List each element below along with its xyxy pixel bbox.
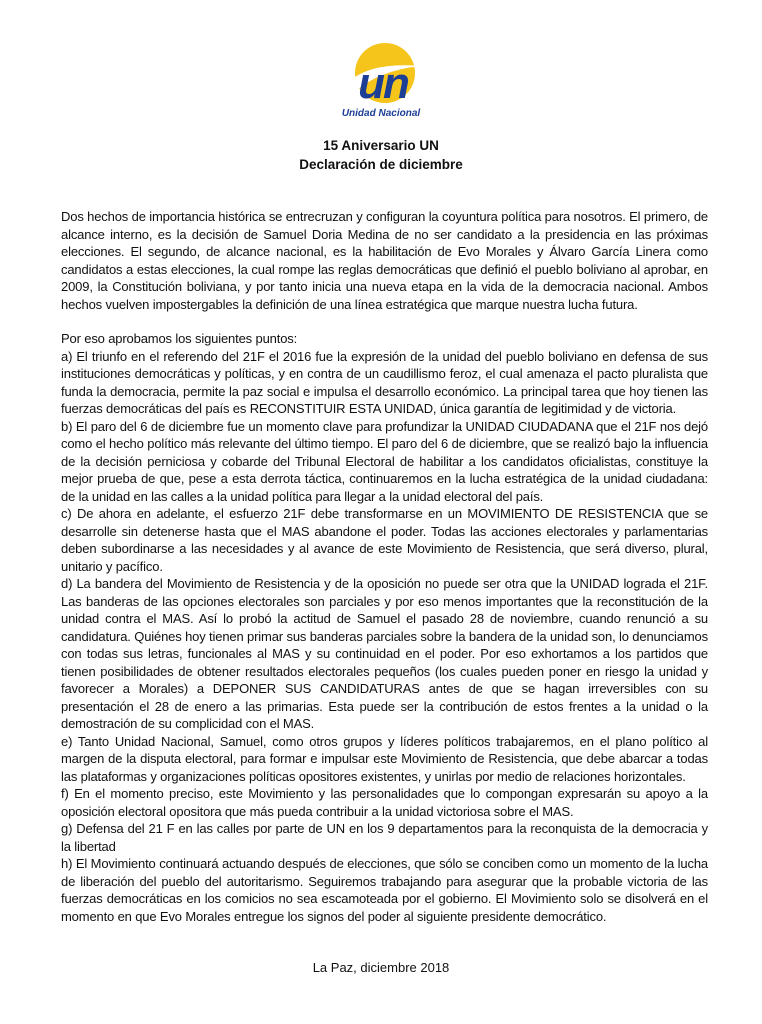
document-title: 15 Aniversario UN [323, 138, 439, 153]
point-d: d) La bandera del Movimiento de Resistencia y de la oposición no puede ser otra que la UNIDAD lograda el 21F. Las banderas de las opciones electorales son parciales y por eso menos importantes que la reconstitución de la unidad contra el MAS. Así lo probó la actitud de Samuel el pasado 28 de noviembre, cuando renunció a su candidatura. Quiénes hoy tienen primar sus banderas parciales sobre la bandera de la unidad son, lo denunciamos con todas sus letras, funcionales al MAS y su continuidad en el poder. Por eso exhortamos a los partidos que tienen posibilidades de obtener resultados electorales pequeños (los cuales pueden poner en riesgo la unidad y favorecer a Morales) a DEPONER SUS CANDIDATURAS antes de que se hagan irreversibles con su presentación el 28 de enero a las primarias. Esta puede ser la contribución de estos frentes a la unidad o la demostración de su complicidad con el MAS. [61, 576, 708, 731]
logo-mark-text: un [358, 59, 408, 108]
point-e: e) Tanto Unidad Nacional, Samuel, como otros grupos y líderes políticos trabajaremos, en el plano político al margen de la disputa electoral, para formar e impulsar este Movimiento de Resistencia, que debe abarcar a todas las plataformas y organizaciones políticas opositores existentes, y unirlas por medio de relaciones horizontales. [61, 733, 708, 784]
place-date: La Paz, diciembre 2018 [312, 960, 450, 975]
point-f: f) En el momento preciso, este Movimiento y las personalidades que lo compongan expresarán su apoyo a la oposición electoral opositora que más pueda contribuir a la unidad victoriosa sobre el MAS. [61, 786, 708, 819]
point-h: h) El Movimiento continuará actuando después de elecciones, que sólo se conciben como un momento de la lucha de liberación del pueblo del autoritarismo. Seguiremos trabajando para asegurar que la probable victoria de las fuerzas democráticas en los comicios no sea escamoteada por el gobierno. El Movimiento solo se disolverá en el momento en que Evo Morales entregue los signos del poder al siguiente presidente democrático. [61, 856, 708, 924]
document-subtitle: Declaración de diciembre [299, 157, 463, 172]
point-a: a) El triunfo en el referendo del 21F el 2016 fue la expresión de la unidad del pueblo boliviano en defensa de sus instituciones democráticas y políticas, y en contra de un caudillismo feroz, el cual amenaza el pacto pluralista que funda la democracia, permite la paz social e impulsa el desarrollo económico. La principal tarea que hoy tienen las fuerzas democráticas del país es RECONSTITUIR ESTA UNIDAD, única garantía de legitimidad y de victoria. [61, 348, 708, 416]
point-c: c) De ahora en adelante, el esfuerzo 21F debe transformarse en un MOVIMIENTO DE RESISTENCIA que se desarrolle sin detenerse hasta que el MAS abandone el poder. Todas las acciones electorales y parlamentarias deben subordinarse a las necesidades y al avance de este Movimiento de Resistencia, que será diverso, plural, unitario y pacífico. [61, 506, 708, 574]
point-b: b) El paro del 6 de diciembre fue un momento clave para profundizar la UNIDAD CIUDADANA que el 21F nos dejó como el hecho político más relevante del último tiempo. El paro del 6 de diciembre, que se realizó bajo la influencia de la decisión perniciosa y cobarde del Tribunal Electoral de habilitar a los candidatos oficialistas, constituye la mejor prueba de que, pese a esta derrota táctica, continuaremos en la lucha estratégica de la unidad ciudadana: de la unidad en las calles a la unidad política para llegar a la unidad electoral del país. [61, 418, 708, 504]
paragraph-spacer [61, 313, 708, 330]
unidad-nacional-logo [333, 40, 429, 122]
document-body [61, 208, 708, 925]
intro-paragraph: Dos hechos de importancia histórica se entrecruzan y configuran la coyuntura política para nosotros. El primero, de alcance interno, es la decisión de Samuel Doria Medina de no ser candidato a la presidencia en las próximas elecciones. El segundo, de alcance nacional, es la habilitación de Evo Morales y Álvaro García Linera como candidatos a estas elecciones, la cual rompe las reglas democráticas que definió el pueblo boliviano al aprobar, en 2009, la Constitución boliviana, y por tanto inicia una nueva etapa en la vida de la democracia nacional. Ambos hechos vuelven impostergables la definición de una línea estratégica que marque nuestra lucha futura. [61, 209, 708, 312]
logo-sub-text: Unidad Nacional [341, 108, 421, 119]
points-intro: Por eso aprobamos los siguientes puntos: [61, 331, 298, 346]
point-g: g) Defensa del 21 F en las calles por parte de UN en los 9 departamentos para la reconquista de la democracia y la libertad [61, 821, 708, 854]
